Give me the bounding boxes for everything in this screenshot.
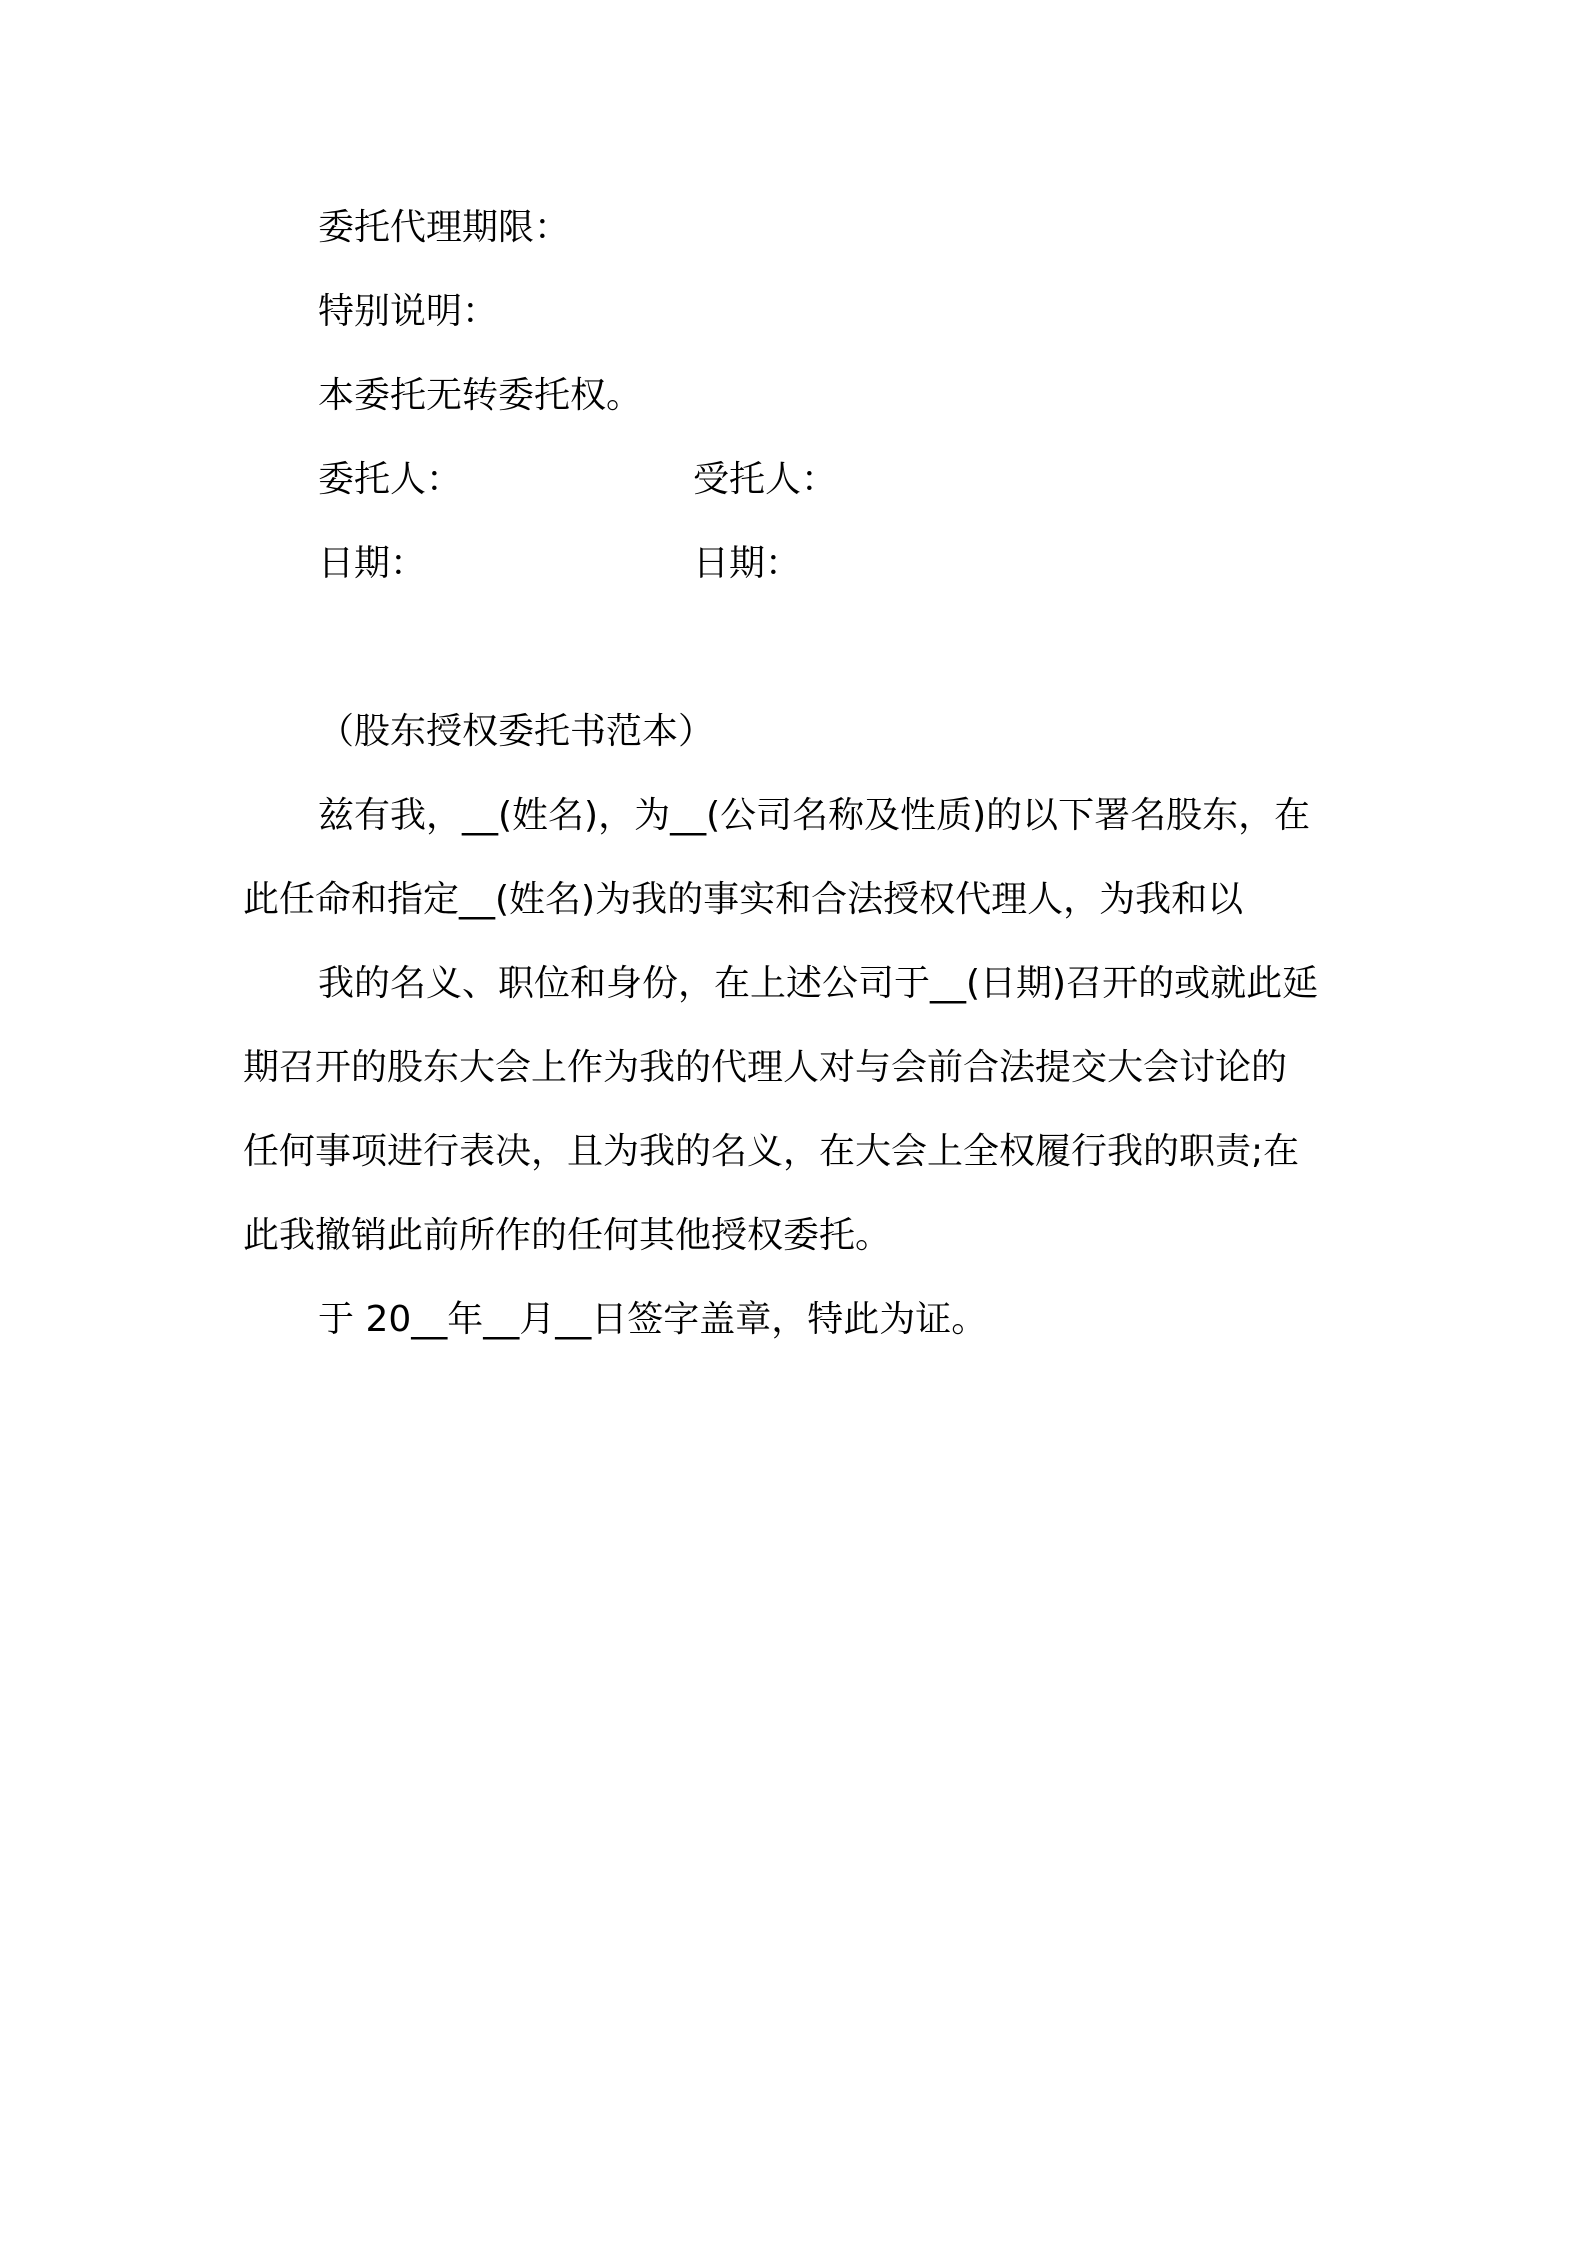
para2-line1: 我的名义、职位和身份，在上述公司于__(日期)召开的或就此延 [318, 963, 1319, 1004]
sample-title: （股东授权委托书范本） [318, 711, 715, 752]
para1-line2: 此任命和指定__(姓名)为我的事实和合法授权代理人，为我和以 [243, 879, 1244, 920]
agent-date-label: 日期： [693, 543, 802, 584]
para1-line1: 兹有我，__(姓名)，为__(公司名称及性质)的以下署名股东，在 [318, 795, 1311, 836]
no-subdelegation-text: 本委托无转委托权。 [318, 375, 643, 416]
para2-line4: 此我撤销此前所作的任何其他授权委托。 [243, 1215, 892, 1256]
signing-line: 于 20__年__月__日签字盖章，特此为证。 [318, 1299, 988, 1340]
term-label: 委托代理期限： [318, 207, 571, 248]
para2-line3: 任何事项进行表决，且为我的名义，在大会上全权履行我的职责;在 [243, 1131, 1300, 1172]
para2-line2: 期召开的股东大会上作为我的代理人对与会前合法提交大会讨论的 [243, 1047, 1288, 1088]
special-note-label: 特别说明： [318, 291, 499, 332]
principal-label: 委托人： [318, 459, 463, 500]
agent-label: 受托人： [693, 459, 838, 500]
principal-date-label: 日期： [318, 543, 427, 584]
